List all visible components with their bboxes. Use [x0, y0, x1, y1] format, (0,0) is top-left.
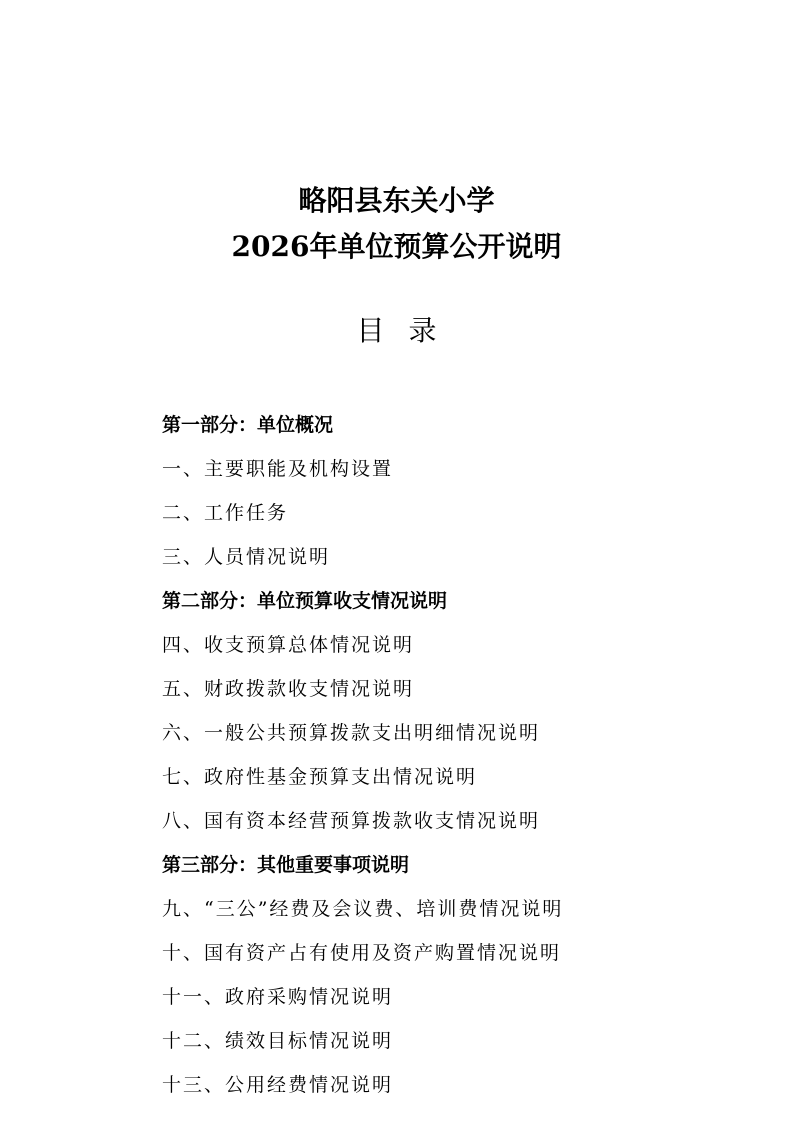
toc-item-6: 六、一般公共预算拨款支出明细情况说明	[162, 722, 541, 744]
toc-item-5: 五、财政拨款收支情况说明	[162, 678, 415, 700]
toc-item-11: 十一、政府采购情况说明	[162, 986, 394, 1008]
toc-item-4: 四、收支预算总体情况说明	[162, 634, 415, 656]
toc-item-2: 二、工作任务	[162, 502, 289, 524]
document-title-line1: 略阳县东关小学	[298, 184, 495, 217]
toc-part-3: 第三部分：其他重要事项说明	[162, 854, 410, 876]
toc-item-8: 八、国有资本经营预算拨款收支情况说明	[162, 810, 541, 832]
toc-item-9: 九、“三公”经费及会议费、培训费情况说明	[162, 898, 564, 920]
toc-item-1: 一、主要职能及机构设置	[162, 458, 394, 480]
toc-item-7: 七、政府性基金预算支出情况说明	[162, 766, 478, 788]
toc-item-10: 十、国有资产占有使用及资产购置情况说明	[162, 942, 562, 964]
toc-part-2: 第二部分：单位预算收支情况说明	[162, 590, 448, 612]
toc-heading: 目录	[356, 314, 461, 347]
document-title-line2: 2026年单位预算公开说明	[231, 230, 562, 263]
toc-item-3: 三、人员情况说明	[162, 546, 331, 568]
toc-part-1: 第一部分：单位概况	[162, 414, 334, 436]
toc-item-13: 十三、公用经费情况说明	[162, 1074, 394, 1096]
table-of-contents	[162, 410, 762, 1114]
toc-item-12: 十二、绩效目标情况说明	[162, 1030, 394, 1052]
